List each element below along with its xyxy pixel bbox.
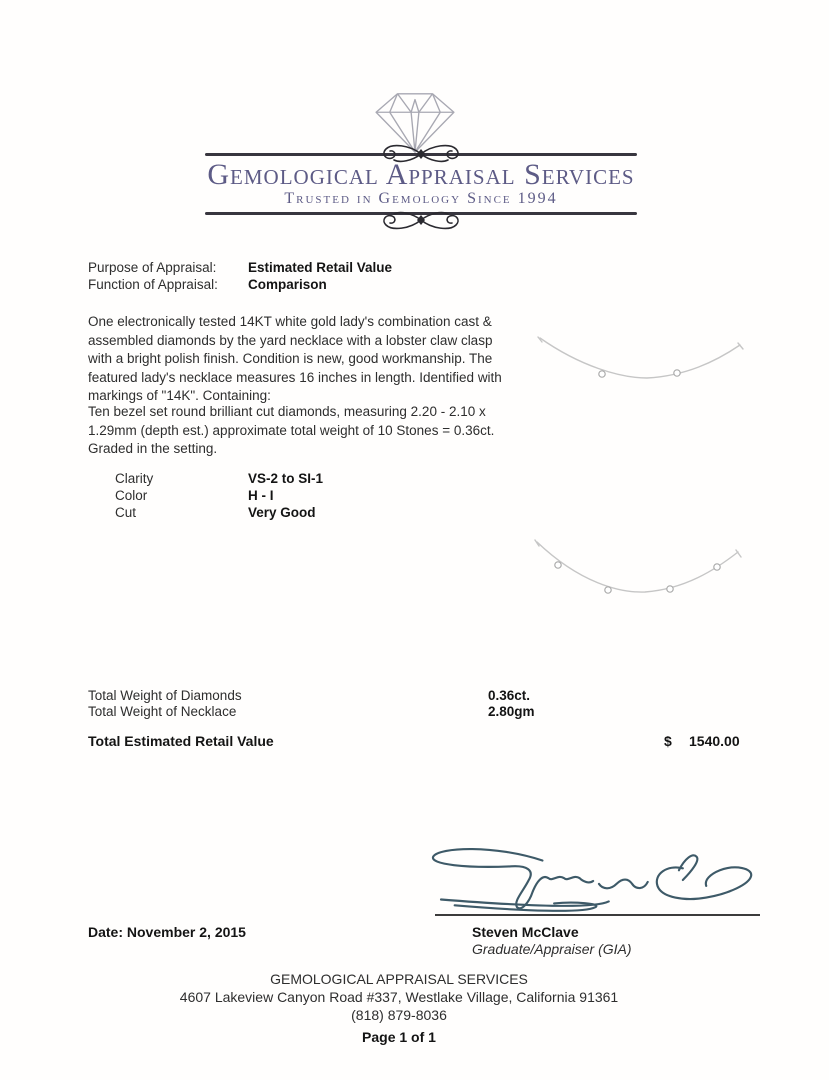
cut-value: Very Good (248, 505, 316, 520)
diamond-weight-value: 0.36ct. (488, 688, 531, 703)
diamond-weight-label: Total Weight of Diamonds (88, 688, 242, 703)
function-label: Function of Appraisal: (88, 277, 218, 292)
function-value: Comparison (248, 277, 327, 292)
diamond-description: Ten bezel set round brilliant cut diamonds, measuring 2.20 - 2.10 x 1.29mm (depth est.) approximate total weight of 10 Stones = 0.36ct. Graded in the setting. (88, 404, 495, 457)
color-value: H - I (248, 488, 274, 503)
retail-currency-symbol: $ (664, 733, 672, 749)
cut-label: Cut (115, 505, 137, 520)
appraisal-date: Date: November 2, 2015 (88, 924, 246, 940)
signature-line (435, 914, 760, 916)
appraiser-name: Steven McClave (472, 924, 579, 940)
necklace-photo-top (525, 330, 760, 400)
appraiser-signature (423, 841, 773, 919)
appraiser-title: Graduate/Appraiser (GIA) (472, 941, 632, 957)
footer-address: 4607 Lakeview Canyon Road #337, Westlake Village, California 91361 (179, 989, 619, 1005)
necklace-photo-bottom (520, 515, 760, 610)
necklace-weight-label: Total Weight of Necklace (88, 704, 237, 719)
retail-value-label: Total Estimated Retail Value (88, 733, 274, 749)
company-logo-title: Gemological Appraisal Services (207, 158, 635, 191)
purpose-label: Purpose of Appraisal: (88, 260, 217, 275)
color-label: Color (115, 488, 148, 503)
clarity-value: VS-2 to SI-1 (248, 471, 324, 486)
item-description: One electronically tested 14KT white gold lady's combination cast & assembled diamonds by the yard necklace with a lobster claw clasp with a bright polish finish. Condition is new, good workmanship. The featured lady's necklace measures 16 inches in length. Identified with markings of "14K". Containing: (88, 314, 502, 404)
retail-value-amount: 1540.00 (689, 733, 740, 749)
company-logo-tagline: Trusted in Gemology Since 1994 (284, 190, 558, 207)
footer-phone: (818) 879-8036 (351, 1007, 447, 1023)
clarity-label: Clarity (115, 471, 154, 486)
footer-company-name: GEMOLOGICAL APPRAISAL SERVICES (270, 971, 528, 987)
footer (0, 971, 798, 1045)
scroll-flourish-bottom-icon (376, 207, 466, 233)
page-number: Page 1 of 1 (362, 1029, 436, 1045)
purpose-value: Estimated Retail Value (248, 260, 393, 275)
necklace-weight-value: 2.80gm (488, 704, 535, 719)
